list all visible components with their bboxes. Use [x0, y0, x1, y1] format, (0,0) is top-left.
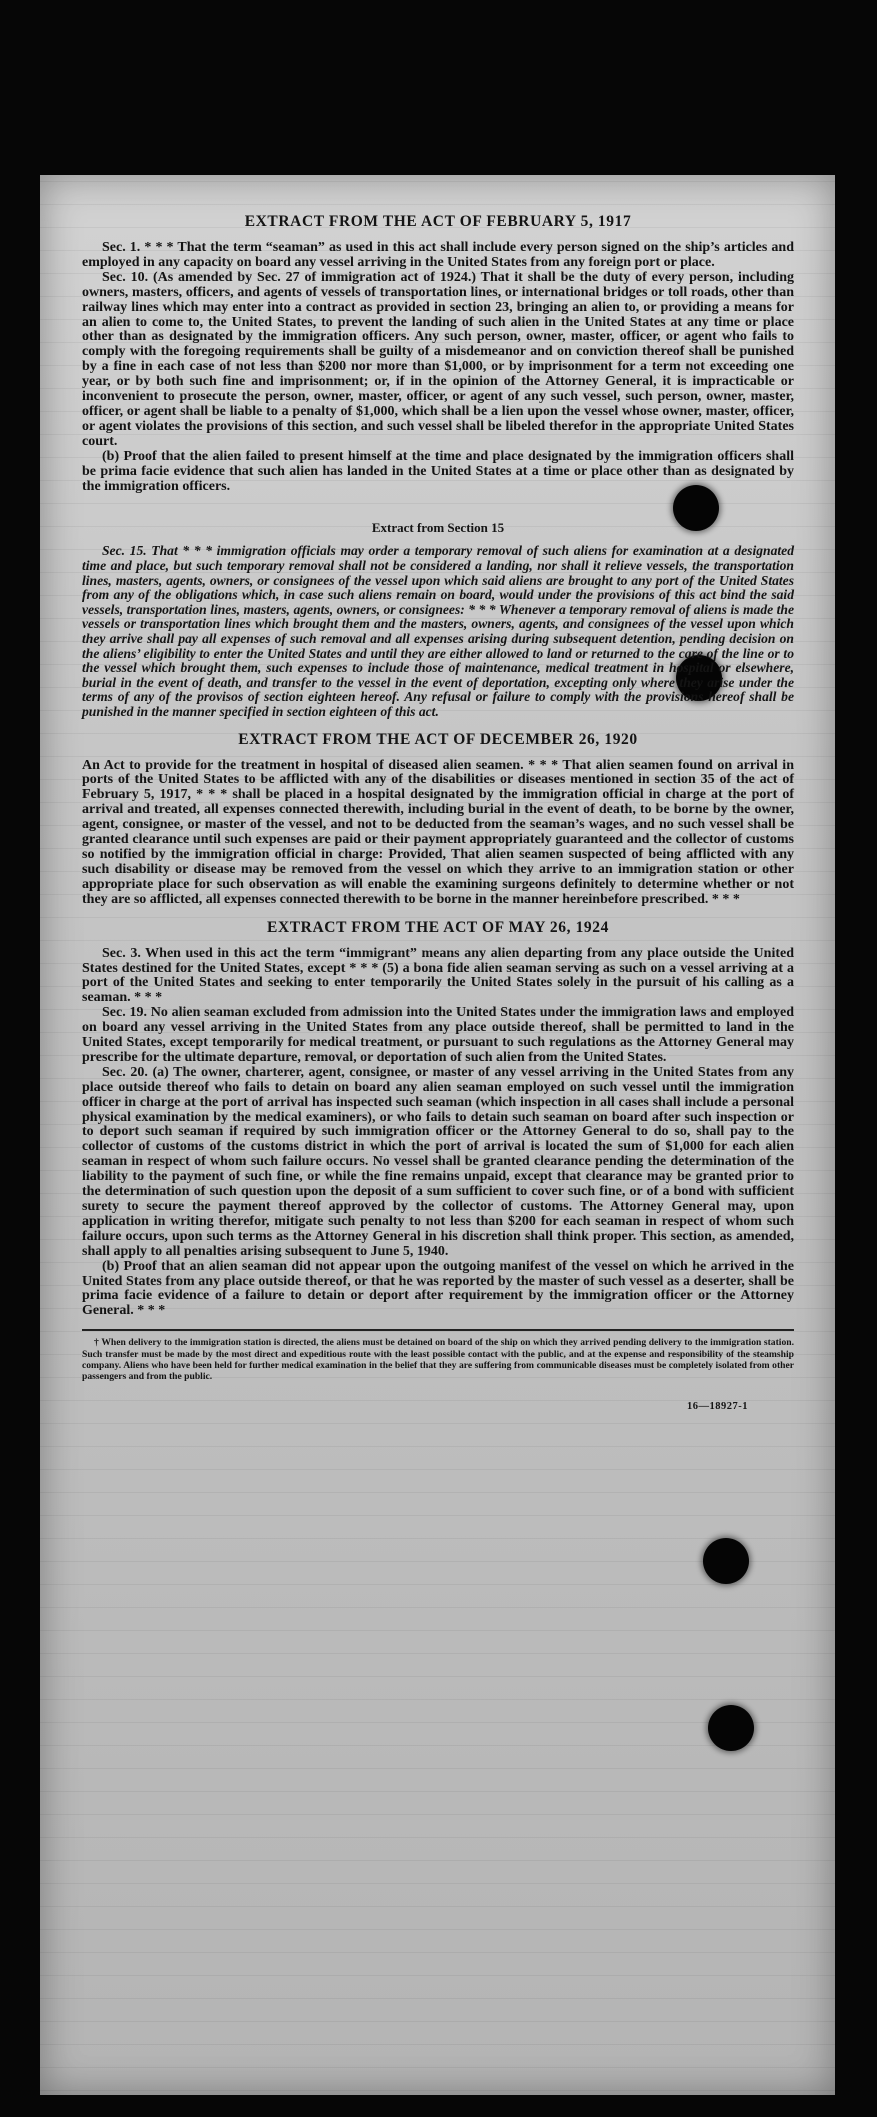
- scan-texture-line: [40, 1699, 835, 1700]
- section-10: Sec. 10. (As amended by Sec. 27 of immigration act of 1924.) That it shall be the duty of every person, including owners, masters, officers, and agents of vessels of transportation lines, or international bridges or toll roads, other than railway lines which may enter into a contract as provided in section 23, bringing an alien to, or providing a means for an alien to come to, the United States, to prevent the landing of such alien in the United States at any time or place other than as designated by the immigration officers. Any such person, owner, master, officer, or agent who fails to comply with the foregoing requirements shall be guilty of a misdemeanor and on conviction thereof shall be punished by a fine in each case of not less than $200 nor more than $1,000, or by imprisonment for a term not exceeding one year, or by both such fine and imprisonment; or, if in the opinion of the Attorney General, it is impracticable or inconvenient to prosecute the person, owner, master, officer, or agent of any such vessel, such person, owner, master, officer, or agent shall be liable to a penalty of $1,000, which shall be a lien upon the vessel whose owner, master, officer, or agent violates the provisions of this section, and such vessel shall be libeled therefor in the appropriate United States court.: [82, 269, 794, 449]
- scan-texture-line: [40, 2044, 835, 2045]
- section-20a: Sec. 20. (a) The owner, charterer, agent, consignee, or master of any vessel arriving in the United States from any place outside thereof who fails to detain on board any alien seaman employed on such vessel until the immigration officer in charge at the port of arrival has inspected such seaman (which inspection in all cases shall include a personal physical examination by the medical examiners), or who fails to detain such seaman on board after such inspection or to deport such seaman if required by such immigration officer or the Attorney General to do so, shall pay to the collector of customs of the customs district in which the port of arrival is located the sum of $1,000 for each alien seaman in respect of whom such failure occurs. No vessel shall be granted clearance pending the determination of the liability to the payment of such fine, or while the fine remains unpaid, except that clearance may be granted prior to the determination of such question upon the deposit of a sum sufficient to cover such fine, or of a bond with sufficient surety to secure the payment thereof approved by the collector of customs. The Attorney General may, upon application in writing therefor, mitigate such penalty to not less than $200 for each seaman in respect of whom such failure occurs, upon such terms as the Attorney General in his discretion shall think proper. This section, as amended, shall apply to all penalties arising subsequent to June 5, 1940.: [82, 1064, 794, 1259]
- scan-texture-line: [40, 1998, 835, 1999]
- heading-act-1920: EXTRACT FROM THE ACT OF DECEMBER 26, 1920: [238, 730, 638, 748]
- scan-texture-line: [40, 1929, 835, 1930]
- scan-texture-line: [40, 1906, 835, 1907]
- scan-texture-line: [40, 204, 835, 205]
- scan-texture-line: [40, 1791, 835, 1792]
- scan-texture-line: [40, 2067, 835, 2068]
- heading-act-1924: EXTRACT FROM THE ACT OF MAY 26, 1924: [267, 918, 609, 936]
- scan-texture-line: [40, 1837, 835, 1838]
- scan-texture-line: [40, 1423, 835, 1424]
- document-page: [40, 175, 835, 2095]
- footnote-divider: [82, 1329, 794, 1331]
- section-20b: (b) Proof that an alien seaman did not appear upon the outgoing manifest of the vessel on which he arrived in the United States from any place outside thereof, or that he was reported by the master of such vessel as a deserter, shall be prima facie evidence of a failure to detain or deport after requirement by the immigration officer or the Attorney General. * * *: [82, 1258, 794, 1319]
- scan-texture-line: [40, 1607, 835, 1608]
- section-1: Sec. 1. * * * That the term “seaman” as used in this act shall include every person signed on the ship’s articles and employed in any capacity on board any vessel arriving in the United States from any foreign port or place.: [82, 240, 794, 270]
- punch-hole: [703, 1538, 749, 1584]
- scan-texture-line: [40, 1653, 835, 1654]
- scan-texture-line: [40, 181, 835, 182]
- punch-hole: [708, 1705, 754, 1751]
- scan-texture-line: [40, 1883, 835, 1884]
- scan-texture-line: [40, 1538, 835, 1539]
- scan-texture-line: [40, 1975, 835, 1976]
- scan-texture-line: [40, 1515, 835, 1516]
- footnote: † When delivery to the immigration station is directed, the aliens must be detained on board of the ship on which they arrived pending delivery to the immigration station. Such transfer must be made by the most direct and expeditious route with the least possible contact with the public, and at the expense and responsibility of the steamship company. Aliens who have been held for further medical examination in the belief that they are suffering from communicable diseases must be completely isolated from other passengers and from the public.: [82, 1337, 794, 1383]
- act-1920-text: An Act to provide for the treatment in hospital of diseased alien seamen. * * * That alien seamen found on arrival in ports of the United States to be afflicted with any of the disabilities or diseases mentioned in section 35 of the act of February 5, 1917, * * * shall be placed in a hospital designated by the immigration official in charge at the port of arrival and treated, all expenses connected therewith, including burial in the event of death, to be borne by the owner, agent, consignee, or master of the vessel, and not to be deducted from the seaman’s wages, and no such vessel shall be granted clearance until such expenses are paid or their payment appropriately guaranteed and the collector of customs so notified by the immigration official in charge: Provided, That alien seamen suspected of being afflicted with any such disability or disease may be removed from the vessel on which they arrive to an immigration station or other appropriate place for such observation as will enable the examining surgeons definitely to determine whether or not they are so afflicted, all expenses connected therewith to be borne in the manner hereinbefore prescribed. * * *: [82, 757, 794, 907]
- section-10b: (b) Proof that the alien failed to present himself at the time and place designated by the immigration officers shall be prima facie evidence that such alien has landed in the United States at a time or place other than as designated by the immigration officers.: [82, 448, 794, 494]
- section-19: Sec. 19. No alien seaman excluded from admission into the United States under the immigration laws and employed on board any vessel arriving in the United States from any place outside thereof, shall be permitted to land in the United States, except temporarily for medical treatment, or pursuant to such regulations as the Attorney General may prescribe for the ultimate departure, removal, or deportation of such alien from the United States.: [82, 1005, 794, 1065]
- scan-texture-line: [40, 1860, 835, 1861]
- heading-act-1917: EXTRACT FROM THE ACT OF FEBRUARY 5, 1917: [244, 213, 632, 230]
- scan-texture-line: [40, 1469, 835, 1470]
- scan-texture-line: [40, 1584, 835, 1585]
- scan-texture-line: [40, 2090, 835, 2091]
- section-15: Sec. 15. That * * * immigration officials may order a temporary removal of such aliens for examination at a designated time and place, but such temporary removal shall not be considered a landing, nor shall it relieve vessels, the transportation lines, masters, agents, owners, or consignees of the vessel upon which said aliens are brought to any port of the United States from any of the obligations which, in case such aliens remain on board, would under the provisions of this act bind the said vessels, transportation lines, masters, agents, owners, or consignees: * * * Whenever a temporary removal of aliens is made the vessels or transportation lines which brought them and the masters, owners, agents, and consignees of the vessel upon which they arrive shall pay all expenses of such removal and all expenses arising during subsequent detention, pending decision on the aliens’ eligibility to enter the United States and until they are either allowed to land or returned to the care of the line or to the vessel which brought them, such expenses to include those of maintenance, medical treatment in hospital or elsewhere, burial in the event of death, and transfer to the vessel in the event of deportation, excepting only where they arise under the terms of any of the provisos of section eighteen hereof. Any refusal or failure to comply with the provisions hereof shall be punished in the manner specified in section eighteen of this act.: [82, 543, 794, 719]
- section-3: Sec. 3. When used in this act the term “immigrant” means any alien departing from any place outside the United States destined for the United States, except * * * (5) a bona fide alien seaman serving as such on a vessel arriving at a port of the United States and seeking to enter temporarily the United States solely in the pursuit of his calling as a seaman. * * *: [82, 945, 794, 1006]
- form-number: 16—18927-1: [687, 1400, 748, 1412]
- scan-texture-line: [40, 2021, 835, 2022]
- scan-texture-line: [40, 1630, 835, 1631]
- scan-texture-line: [40, 1952, 835, 1953]
- heading-section-15: Extract from Section 15: [371, 520, 505, 536]
- scan-texture-line: [40, 1814, 835, 1815]
- scan-texture-line: [40, 1492, 835, 1493]
- document-text: [82, 213, 794, 1412]
- scan-texture-line: [40, 1676, 835, 1677]
- scan-texture-line: [40, 1768, 835, 1769]
- scan-texture-line: [40, 1446, 835, 1447]
